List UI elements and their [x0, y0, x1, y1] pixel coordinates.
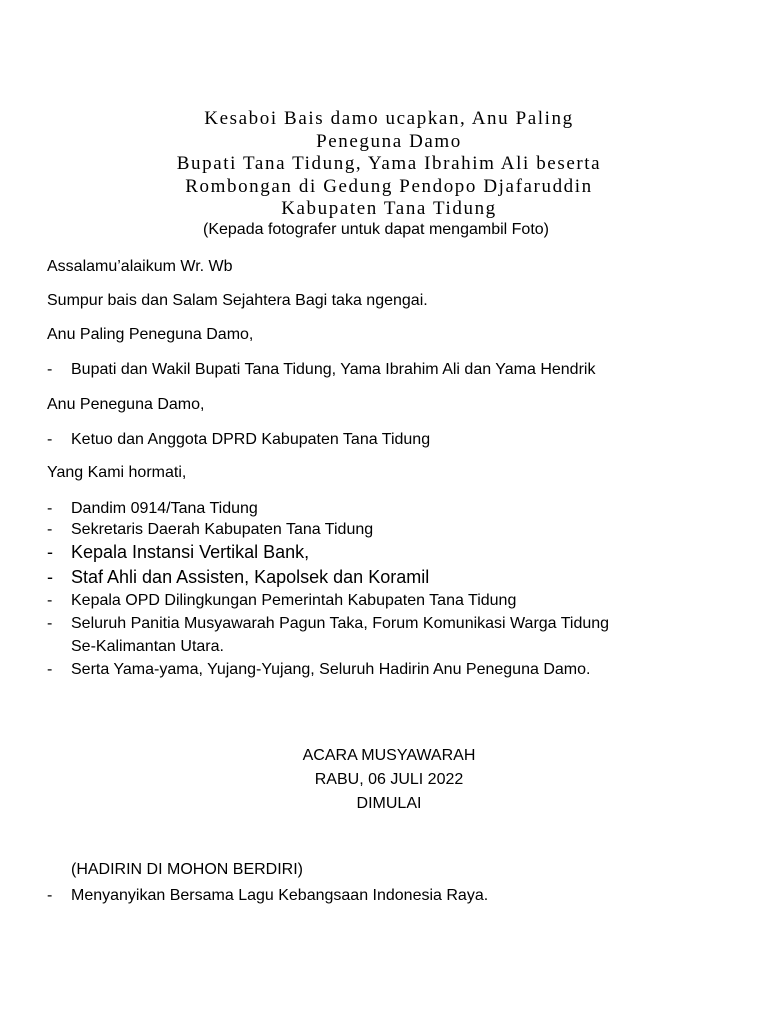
heading-line-5: Kabupaten Tana Tidung: [281, 198, 497, 219]
list-item-text: Sekretaris Daerah Kabupaten Tana Tidung: [71, 521, 374, 538]
list-item-text: Seluruh Panitia Musyawarah Pagun Taka, Forum Komunikasi Warga Tidung: [71, 615, 610, 632]
heading-line-2: Peneguna Damo: [316, 130, 462, 152]
section-label-1: Anu Paling Peneguna Damo,: [47, 326, 254, 343]
list-item-text: Staf Ahli dan Assisten, Kapolsek dan Koramil: [71, 567, 430, 587]
photographer-note: (Kepada fotografer untuk dapat mengambil Foto): [203, 221, 549, 238]
event-block: [0, 744, 768, 816]
document-heading: [0, 108, 768, 221]
bullet-dash: -: [47, 567, 53, 587]
bullet-dash: -: [47, 431, 53, 448]
bullet-dash: -: [47, 592, 53, 609]
bullet-dash: -: [47, 542, 53, 562]
list-item-text: Kepala OPD Dilingkungan Pemerintah Kabupaten Tana Tidung: [71, 592, 517, 609]
section-label-2: Anu Peneguna Damo,: [47, 396, 205, 413]
heading-line-1: Kesaboi Bais damo ucapkan, Anu Paling: [204, 108, 574, 129]
bullet-dash: -: [47, 887, 53, 904]
list-item-text: Kepala Instansi Vertikal Bank,: [71, 542, 310, 562]
heading-line-4: Rombongan di Gedung Pendopo Djafaruddin: [185, 175, 593, 197]
section-label-3: Yang Kami hormati,: [47, 464, 187, 481]
closing-instruction: (HADIRIN DI MOHON BERDIRI): [71, 861, 303, 878]
bullet-dash: -: [47, 615, 53, 632]
bullet-dash: -: [47, 361, 53, 378]
list-item-text: Menyanyikan Bersama Lagu Kebangsaan Indonesia Raya.: [71, 887, 489, 904]
event-title: ACARA MUSYAWARAH: [302, 747, 476, 764]
heading-line-3: Bupati Tana Tidung, Yama Ibrahim Ali beserta: [176, 153, 602, 174]
event-status: DIMULAI: [356, 795, 422, 812]
list-item-text: Dandim 0914/Tana Tidung: [71, 500, 258, 517]
bullet-dash: -: [47, 661, 53, 678]
greeting: Assalamu’alaikum Wr. Wb: [47, 258, 233, 275]
salutation: Sumpur bais dan Salam Sejahtera Bagi taka ngengai.: [47, 292, 428, 309]
list-item-text: Bupati dan Wakil Bupati Tana Tidung, Yama Ibrahim Ali dan Yama Hendrik: [71, 361, 596, 378]
bullet-dash: -: [47, 500, 53, 517]
list-item-text: Se-Kalimantan Utara.: [71, 638, 224, 655]
event-date: RABU, 06 JULI 2022: [314, 771, 464, 788]
list-item-text: Ketuo dan Anggota DPRD Kabupaten Tana Tidung: [71, 431, 431, 448]
bullet-dash: -: [47, 521, 53, 538]
list-item-text: Serta Yama-yama, Yujang-Yujang, Seluruh Hadirin Anu Peneguna Damo.: [71, 661, 591, 678]
